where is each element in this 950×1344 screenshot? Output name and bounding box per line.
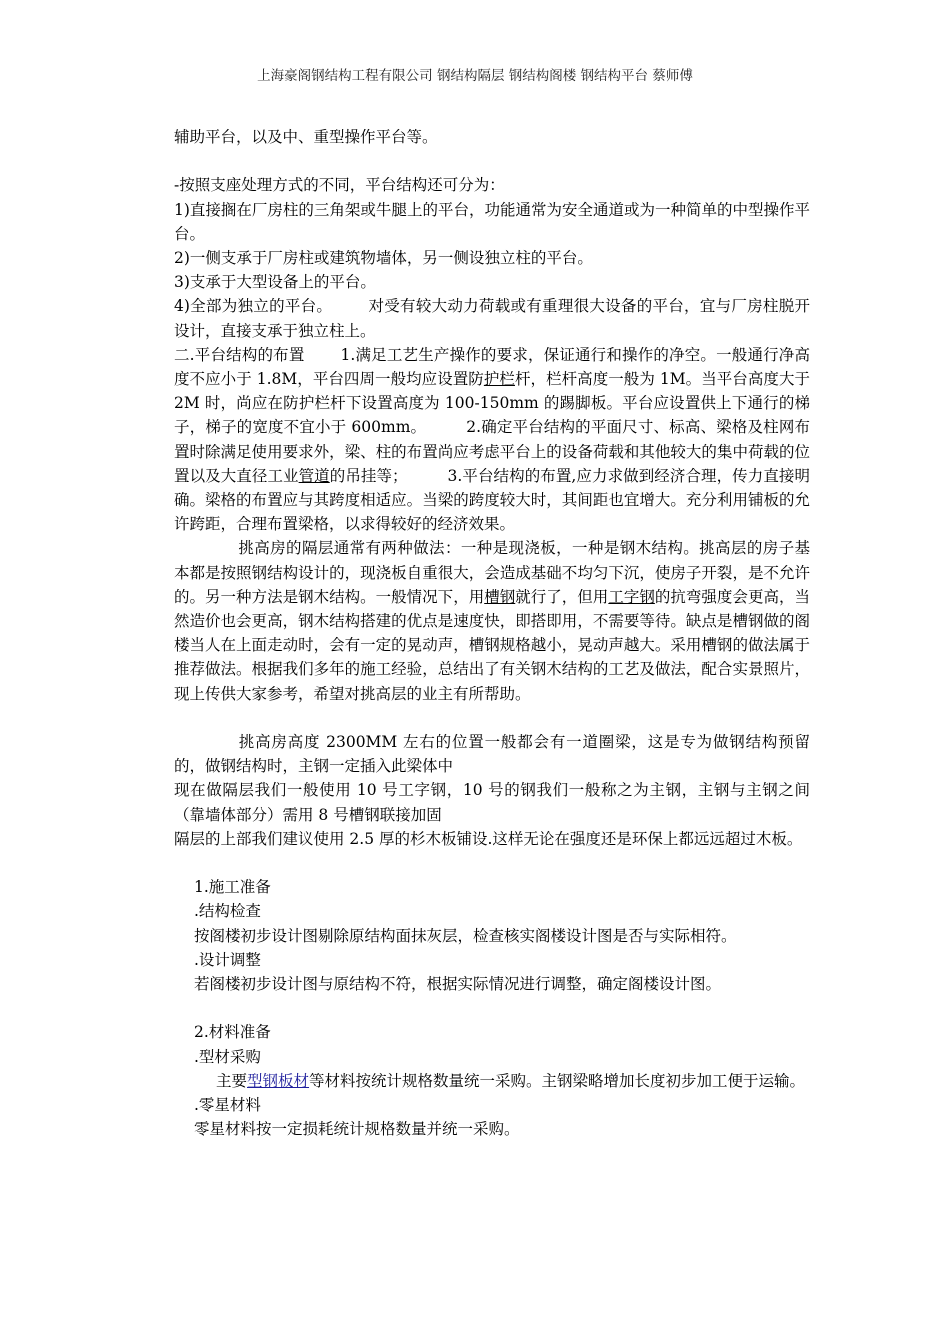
- subheading: .零星材料: [194, 1096, 261, 1115]
- paragraph: -按照支座处理方式的不同，平台结构还可分为：: [174, 176, 505, 195]
- list-item: 2)一侧支承于厂房柱或建筑物墙体，另一侧设独立柱的平台。: [174, 249, 593, 267]
- paragraph: 零星材料按一定损耗统计规格数量并统一采购。: [194, 1120, 520, 1139]
- subheading: .结构检查: [194, 902, 261, 921]
- paragraph: 隔层的上部我们建议使用 2.5 厚的杉木板铺设.这样无论在强度还是环保上都远远超过木板。: [174, 829, 803, 848]
- paragraph: 若阁楼初步设计图与原结构不符，根据实际情况进行调整，确定阁楼设计图。: [194, 975, 722, 994]
- paragraph-text: 3.平台结构的布置,应力求做到经济合理，传力直接明确。梁格的布置应与其跨度相适应。当梁的跨度较大时，其间距也宜增大。充分利用铺板的允许跨距，合理布置梁格，以求得较好的经济效果。: [174, 466, 810, 534]
- paragraph-text: 杆，栏杆高度一般为 1M。当平台高度大于 2M 时，尚应在防护栏杆下设置高度为 100-150mm 的踢脚板。平台应设置供上下通行的梯子，梯子的宽度不宜小于 600mm。: [174, 370, 810, 437]
- paragraph-mezzanine: [174, 536, 810, 705]
- paragraph-text: 挑高房的隔层通常有两种做法：一种是现浇板，一种是钢木结构。挑高层的房子基本都是按照钢结构设计的，现浇板自重很大，会造成基础不均匀下沉，使房子开裂，是不允许的。另一种方法是钢木结构。一般情况下，用: [174, 539, 810, 606]
- link-i-beam[interactable]: 工字钢: [608, 587, 655, 606]
- list-item-text: 对受有较大动力荷载或有重理很大设备的平台，宜与厂房柱脱开设计，直接支承于独立柱上。: [174, 297, 810, 340]
- link-pipeline[interactable]: 管道: [298, 466, 330, 485]
- link-guardrail[interactable]: 护栏: [483, 370, 515, 389]
- paragraph: 辅助平台，以及中、重型操作平台等。: [174, 128, 438, 146]
- paragraph-text: 的抗弯强度会更高，当然造价也会更高，钢木结构搭建的优点是速度快，即搭即用，不需要等待。缺点是槽钢做的阁楼当人在上面走动时，会有一定的晃动声，槽钢规格越小，晃动声越大。采用槽钢的做法属于推荐做法。根据我们多年的施工经验，总结出了有关钢木结构的工艺及做法，配合实景照片，现上传供大家参考，希望对挑高层的业主有所帮助。: [174, 587, 810, 703]
- list-item: 1)直接搁在厂房柱的三角架或牛腿上的平台，功能通常为安全通道或为一种简单的中型操作平台。: [174, 200, 810, 243]
- section-title: 二.平台结构的布置: [174, 345, 305, 364]
- link-channel-steel[interactable]: 槽钢: [484, 587, 516, 606]
- document-body: [174, 125, 810, 1141]
- section-heading: 2.材料准备: [194, 1023, 271, 1042]
- paragraph-text: 等材料按统计规格数量统一采购。主钢梁略增加长度初步加工便于运输。: [309, 1071, 806, 1090]
- paragraph-layout: [174, 343, 810, 537]
- paragraph-text: 的吊挂等；: [329, 466, 408, 485]
- paragraph-text: 2.确定平台结构的平面尺寸、标高、梁格及柱网布置时除满足使用要求外，梁、柱的布置尚应考虑平台上的设备荷载和其他较大的集中荷载的位置以及大直径工业: [174, 418, 810, 485]
- paragraph-text: 主要: [216, 1071, 248, 1090]
- paragraph: 按阁楼初步设计图剔除原结构面抹灰层，检查核实阁楼设计图是否与实际相符。: [194, 926, 737, 945]
- paragraph-text: 挑高房高度 2300MM 左右的位置一般都会有一道圈梁，这是专为做钢结构预留的，做钢结构时，主钢一定插入此梁体中: [174, 733, 810, 776]
- section-heading: 1.施工准备: [194, 878, 271, 897]
- subheading: .设计调整: [194, 950, 261, 969]
- list-item-text: 4)全部为独立的平台。: [174, 297, 333, 316]
- page-header: 上海豪阁钢结构工程有限公司 钢结构隔层 钢结构阁楼 钢结构平台 蔡师傅: [257, 68, 693, 84]
- paragraph: 现在做隔层我们一般使用 10 号工字钢，10 号的钢我们一般称之为主钢，主钢与主钢之间（靠墙体部分）需用 8 号槽钢联接加固: [174, 781, 810, 824]
- list-item: 3)支承于大型设备上的平台。: [174, 273, 376, 292]
- subheading: .型材采购: [194, 1047, 261, 1066]
- paragraph-text: 1.满足工艺生产操作的要求，保证通行和操作的净空。一般通行净高度不应小于 1.8M，平台四周一般均应设置防: [174, 345, 810, 389]
- paragraph: [174, 1069, 810, 1093]
- link-section-steel[interactable]: 型钢板材: [247, 1071, 310, 1090]
- paragraph-text: 就行了，但用: [515, 587, 609, 606]
- paragraph: [174, 730, 810, 778]
- list-item: [174, 294, 810, 342]
